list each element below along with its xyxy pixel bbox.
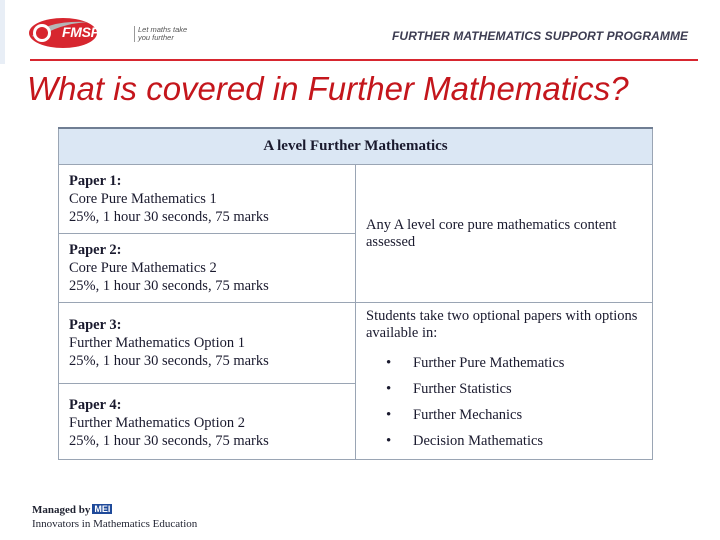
paper-detail: 25%, 1 hour 30 seconds, 75 marks	[69, 278, 269, 294]
paper-name: Paper 2:	[69, 242, 122, 258]
list-item: • Further Pure Mathematics	[366, 350, 642, 376]
paper-title: Further Mathematics Option 2	[69, 415, 245, 432]
list-item: • Decision Mathematics	[366, 428, 642, 454]
paper-title: Core Pure Mathematics 1	[69, 191, 217, 207]
mei-logo-icon: MEI	[94, 504, 111, 514]
fmsp-logo-text: FMSP	[62, 24, 100, 40]
table-row	[59, 165, 653, 234]
options-list	[366, 350, 642, 454]
table-header-row	[59, 128, 653, 165]
options-cell	[356, 303, 653, 460]
mei-footer-logo	[32, 500, 232, 530]
managed-by-line	[32, 500, 232, 518]
paper-name: Paper 1:	[69, 173, 122, 189]
paper-title: Further Mathematics Option 1	[69, 334, 245, 351]
managed-by-label: Managed by	[32, 504, 91, 516]
list-item: • Further Statistics	[366, 376, 642, 402]
fmsp-logo-tagline: Let maths take you further	[134, 26, 198, 42]
mei-tagline: Innovators in Mathematics Education	[32, 518, 198, 530]
paper-3-cell	[59, 303, 356, 384]
header-divider	[30, 59, 698, 61]
further-maths-table	[58, 127, 653, 460]
paper-title: Core Pure Mathematics 2	[69, 260, 217, 276]
table-row	[59, 303, 653, 384]
paper-name: Paper 4:	[69, 397, 122, 414]
header-accent-strip	[0, 0, 5, 64]
options-intro: Students take two optional papers with options available in:	[366, 308, 638, 341]
slide-title: What is covered in Further Mathematics?	[27, 70, 629, 107]
paper-2-cell	[59, 234, 356, 303]
core-content-cell: Any A level core pure mathematics content assessed	[356, 165, 653, 303]
paper-detail: 25%, 1 hour 30 seconds, 75 marks	[69, 352, 269, 369]
paper-detail: 25%, 1 hour 30 seconds, 75 marks	[69, 433, 269, 450]
paper-detail: 25%, 1 hour 30 seconds, 75 marks	[69, 209, 269, 225]
list-item: • Further Mechanics	[366, 402, 642, 428]
fmsp-logo	[28, 14, 188, 52]
table-heading: A level Further Mathematics	[59, 128, 653, 165]
paper-1-cell	[59, 165, 356, 234]
paper-4-cell	[59, 383, 356, 459]
paper-name: Paper 3:	[69, 316, 122, 333]
programme-title: FURTHER MATHEMATICS SUPPORT PROGRAMME	[392, 29, 689, 43]
